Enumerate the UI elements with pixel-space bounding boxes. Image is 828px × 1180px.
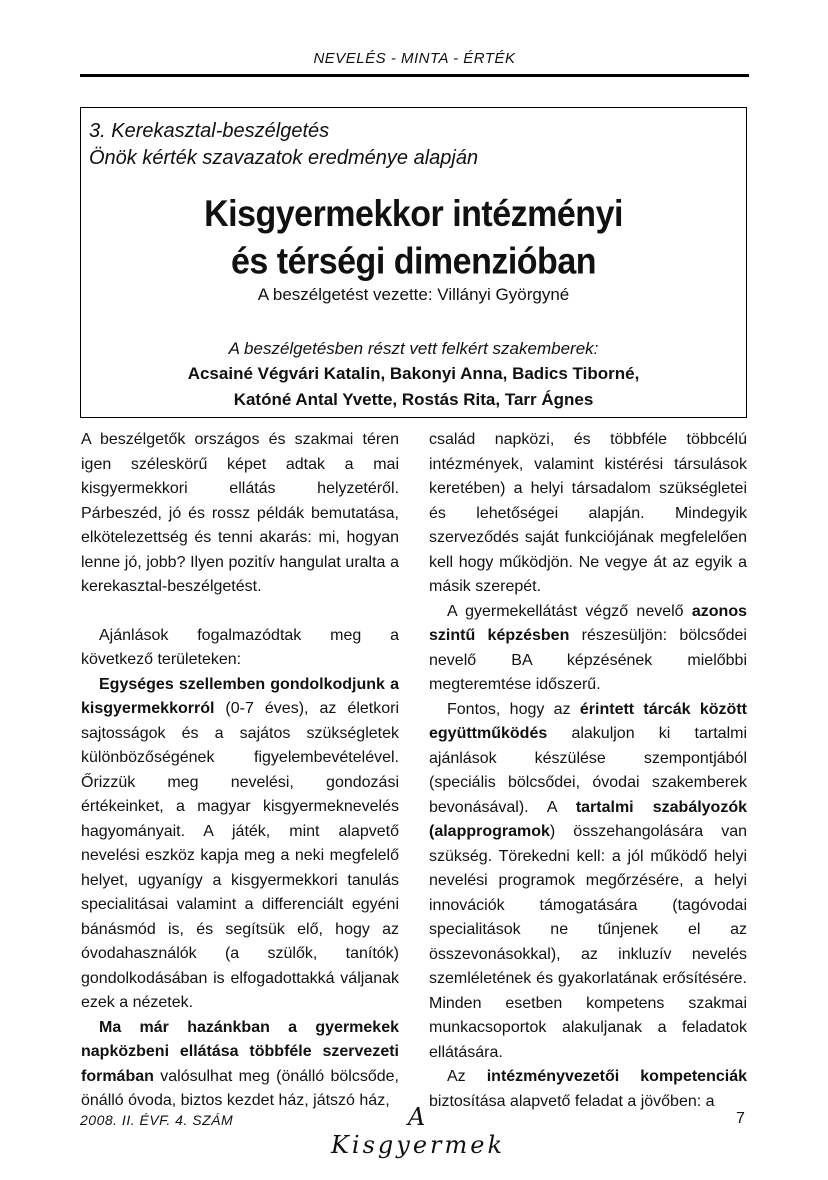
kicker-line-1: 3. Kerekasztal-beszélgetés (89, 120, 330, 142)
article-title (81, 190, 746, 285)
header-rule (80, 74, 749, 77)
paragraph (429, 698, 747, 1066)
bold-phrase: érintett tárcák között együttműködés (429, 700, 747, 742)
bold-phrase: Ma már hazánkban a gyermekek napközbeni ellátása többféle szervezeti formában (81, 1018, 399, 1085)
paragraph-text: ) összehangolására van szükség. Törekedni kell: a jól működő helyi nevelési programok megőrzésére, a helyi innovációk támogatására (tagóvodai specialitások ne tűnjenek el az összevonásokkal), az inkluzív nevelés szemléletének és gyakorlatának erősítésére. Minden esetben kompetens szakmai munkacsoportok alakuljanak a feladatok ellátására. (429, 823, 747, 1061)
kicker-line-2: Önök kérték szavazatok eredménye alapján (89, 147, 479, 169)
right-column (429, 428, 747, 1114)
paragraph-text: valósulhat meg (önálló bölcsőde, önálló óvoda, biztos kezdet ház, játszó ház, (81, 1067, 399, 1109)
article-title-box (80, 107, 747, 418)
bold-phrase: intézményvezetői kompetenciák (486, 1068, 747, 1085)
article-kicker (89, 118, 478, 172)
paragraph-text: (0-7 éves), az életkori sajtosságok és a sajátos szükségletek különbözőségének figyelembevételével. Őrizzük meg nevelési, gondozási értékeinket, a magyar kisgyermeknevelés hagyományait. A játék, mint alapvető nevelési eszköz kapja meg a neki megfelelő helyet, ugyanígy a kisgyermekkori tanulás specialitásai valamint a differenciált egyéni bánásmód is, és segítsük elő, hogy az óvodahasználók (a szülők, tanítók) gondolkodásában is elfogadottakká váljanak ezek a nézetek. (81, 700, 399, 1011)
paragraph (81, 673, 399, 1016)
participants-label: A beszélgetésben részt vett felkért szakemberek: (228, 339, 599, 358)
title-line-2: és térségi dimenzióban (231, 241, 596, 283)
paragraph (81, 1016, 399, 1114)
left-column (81, 428, 399, 1114)
issue-info: 2008. II. ÉVF. 4. SZÁM (80, 1112, 234, 1128)
page-number: 7 (736, 1110, 745, 1127)
bold-phrase: tartalmi szabályozók (alapprogramok (429, 798, 748, 840)
bold-phrase: Egységes szellemben gondolkodjunk a kisgyermekkorról (81, 675, 399, 717)
paragraph: család napközi, és többféle többcélú intézmények, valamint kistérési társulások keretében) a helyi társadalom szükségletei és lehetőségei alapján. Mindegyik szerveződés saját funkciójának megfelelően kell hogy működjön. Ne vegye át az egyik a másik szerepét. (429, 431, 747, 595)
running-header: NEVELÉS - MINTA - ÉRTÉK (313, 50, 516, 67)
paragraph (429, 600, 747, 698)
journal-name: A Kisgyermek (330, 1103, 506, 1159)
participants-line-2: Katóné Antal Yvette, Rostás Rita, Tarr Ágnes (233, 390, 594, 409)
paragraph: Ajánlások fogalmazódtak meg a következő területeken: (81, 626, 399, 668)
bold-phrase: azonos szintű képzésben (429, 602, 747, 644)
participants-list (81, 361, 746, 413)
moderator-line: A beszélgetést vezette: Villányi Györgyné (257, 285, 570, 304)
participants-line-1: Acsainé Végvári Katalin, Bakonyi Anna, Badics Tiborné, (187, 364, 640, 383)
paragraph-text: alakuljon ki tartalmi ajánlások készülése szempontjából (speciális bölcsődei, óvodai szakemberek bevonásával). A (429, 725, 747, 816)
paragraph-text: Az (447, 1068, 487, 1085)
paragraph-text: A gyermekellátást végző nevelő (447, 602, 692, 620)
paragraph-text: Fontos, hogy az (447, 700, 580, 718)
paragraph-text: biztosítása alapvető feladat a jövőben: a (429, 1092, 715, 1110)
title-line-1: Kisgyermekkor intézményi (204, 193, 623, 235)
paragraph: A beszélgetők országos és szakmai téren igen széleskörű képet adtak a mai kisgyermekkori ellátás helyzetéről. Párbeszéd, jó és rossz példák bemutatása, elkötelezettség és tenni akarás: mi, hogyan lenne jó, jobb? Ilyen pozitív hangulat uralta a kerekasztal-beszélgetést. (81, 431, 399, 595)
paragraph-text: részesüljön: bölcsődei nevelő BA képzésének mielőbbi megteremtése időszerű. (429, 627, 747, 693)
